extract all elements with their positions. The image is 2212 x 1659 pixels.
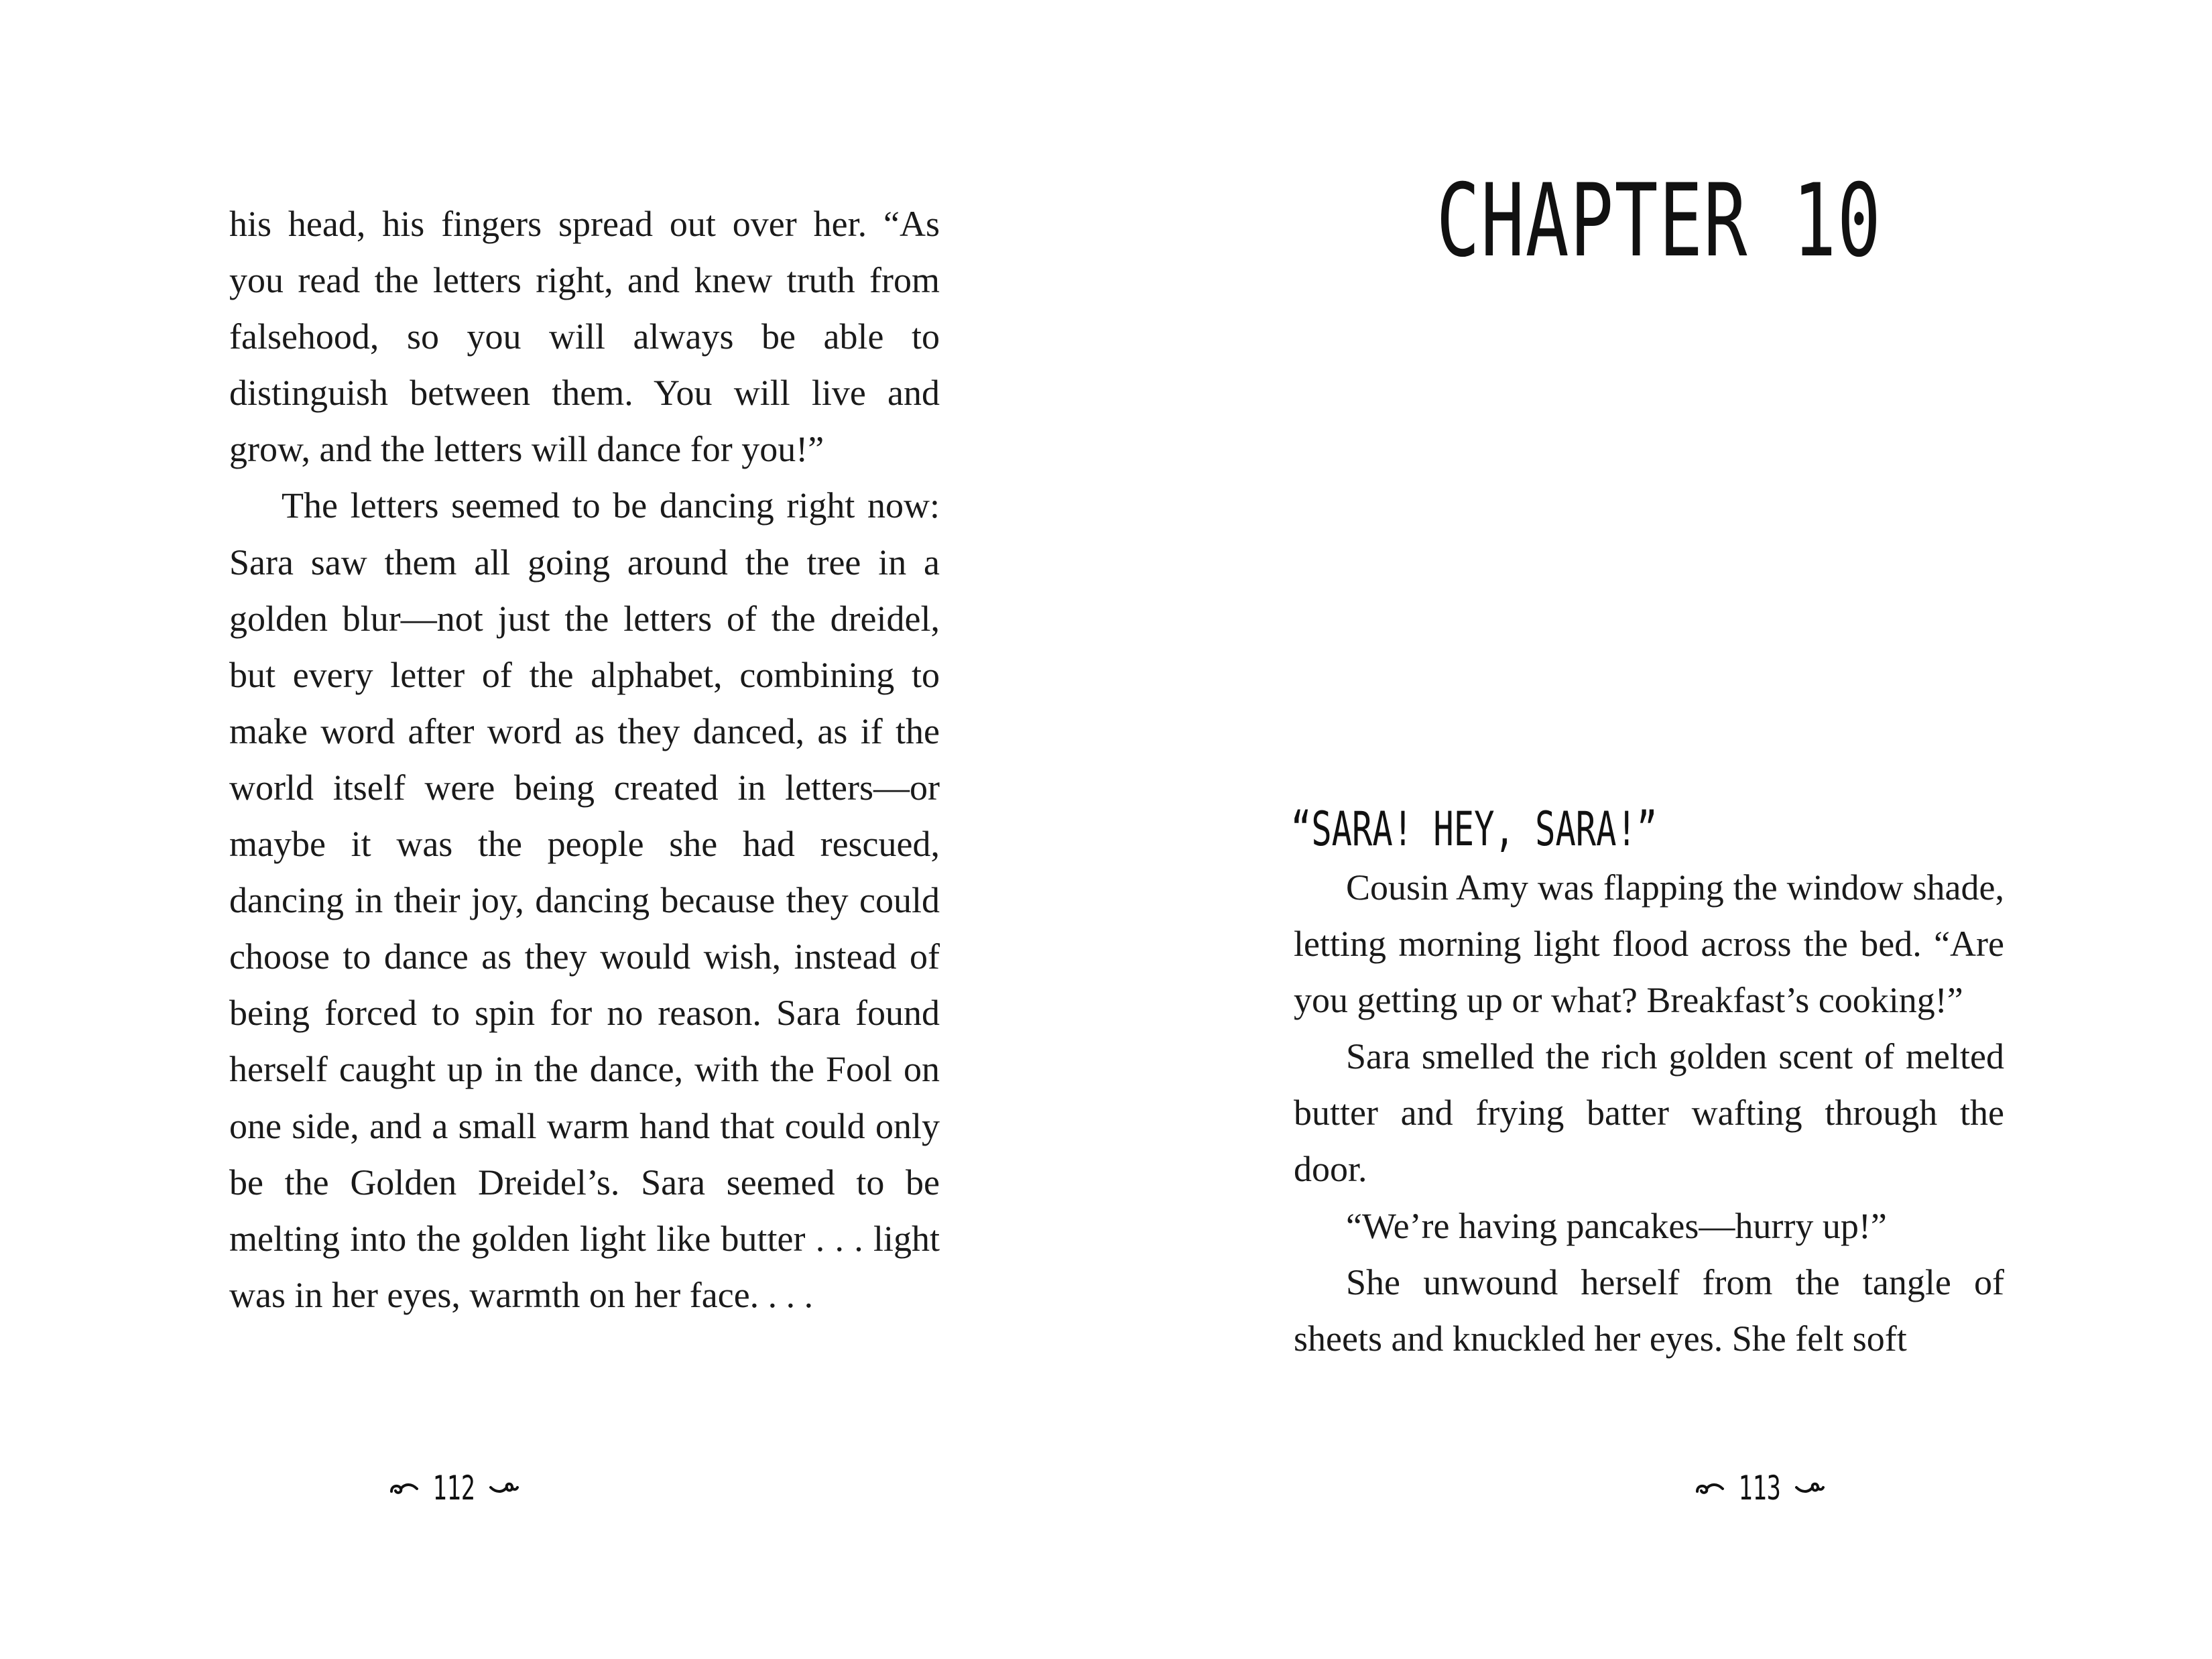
swash-ornament-icon xyxy=(1695,1479,1725,1497)
swash-ornament-icon xyxy=(1794,1479,1825,1497)
swash-ornament-icon xyxy=(389,1479,420,1497)
paragraph: Sara smelled the rich golden scent of melted butter and frying batter wafting through the door. xyxy=(1294,1036,2004,1190)
swash-ornament-icon xyxy=(488,1479,519,1497)
paragraph: The letters seemed to be dancing right now: Sara saw them all going around the tree in a golden blur—not just the letters of the dreidel, but every letter of the alphabet, combining to make word after word as they danced, as if the world itself were being created in letters—or maybe it was the people she had rescued, dancing in their joy, dancing because they could choose to dance as they would wish, instead of being forced to spin for no reason. Sara found herself caught up in the dance, with the Fool on one side, and a small warm hand that could only be the Golden Dreidel’s. Sara seemed to be melting into the golden light like butter . . . light was in her eyes, warmth on her face. . . . xyxy=(229,485,940,1315)
page-number: 113 xyxy=(1738,1469,1781,1508)
paragraph: “We’re having pancakes—hurry up!” xyxy=(1346,1205,1887,1246)
page-number-footer xyxy=(0,1468,1007,1508)
page-number: 112 xyxy=(432,1469,475,1508)
paragraph: She unwound herself from the tangle of sheets and knuckled her eyes. She felt soft xyxy=(1294,1262,2004,1359)
chapter-title: CHAPTER 10 xyxy=(1436,163,1882,280)
paragraph: Cousin Amy was flapping the window shade, letting morning light flood across the bed. “Are you getting up or what? Breakfast’s cooking!” xyxy=(1294,867,2004,1021)
paragraph: his head, his fingers spread out over her. “As you read the letters right, and knew truth from falsehood, so you will always be able to distinguish between them. You will live and grow, and the letters will dance for you!” xyxy=(229,204,940,470)
page-number-footer xyxy=(1207,1468,2212,1508)
left-body-text xyxy=(229,196,940,1323)
chapter-opening-line: “SARA! HEY, SARA!” xyxy=(1291,802,1658,857)
right-page xyxy=(1106,0,2212,1659)
right-body-text xyxy=(1294,859,2004,1367)
